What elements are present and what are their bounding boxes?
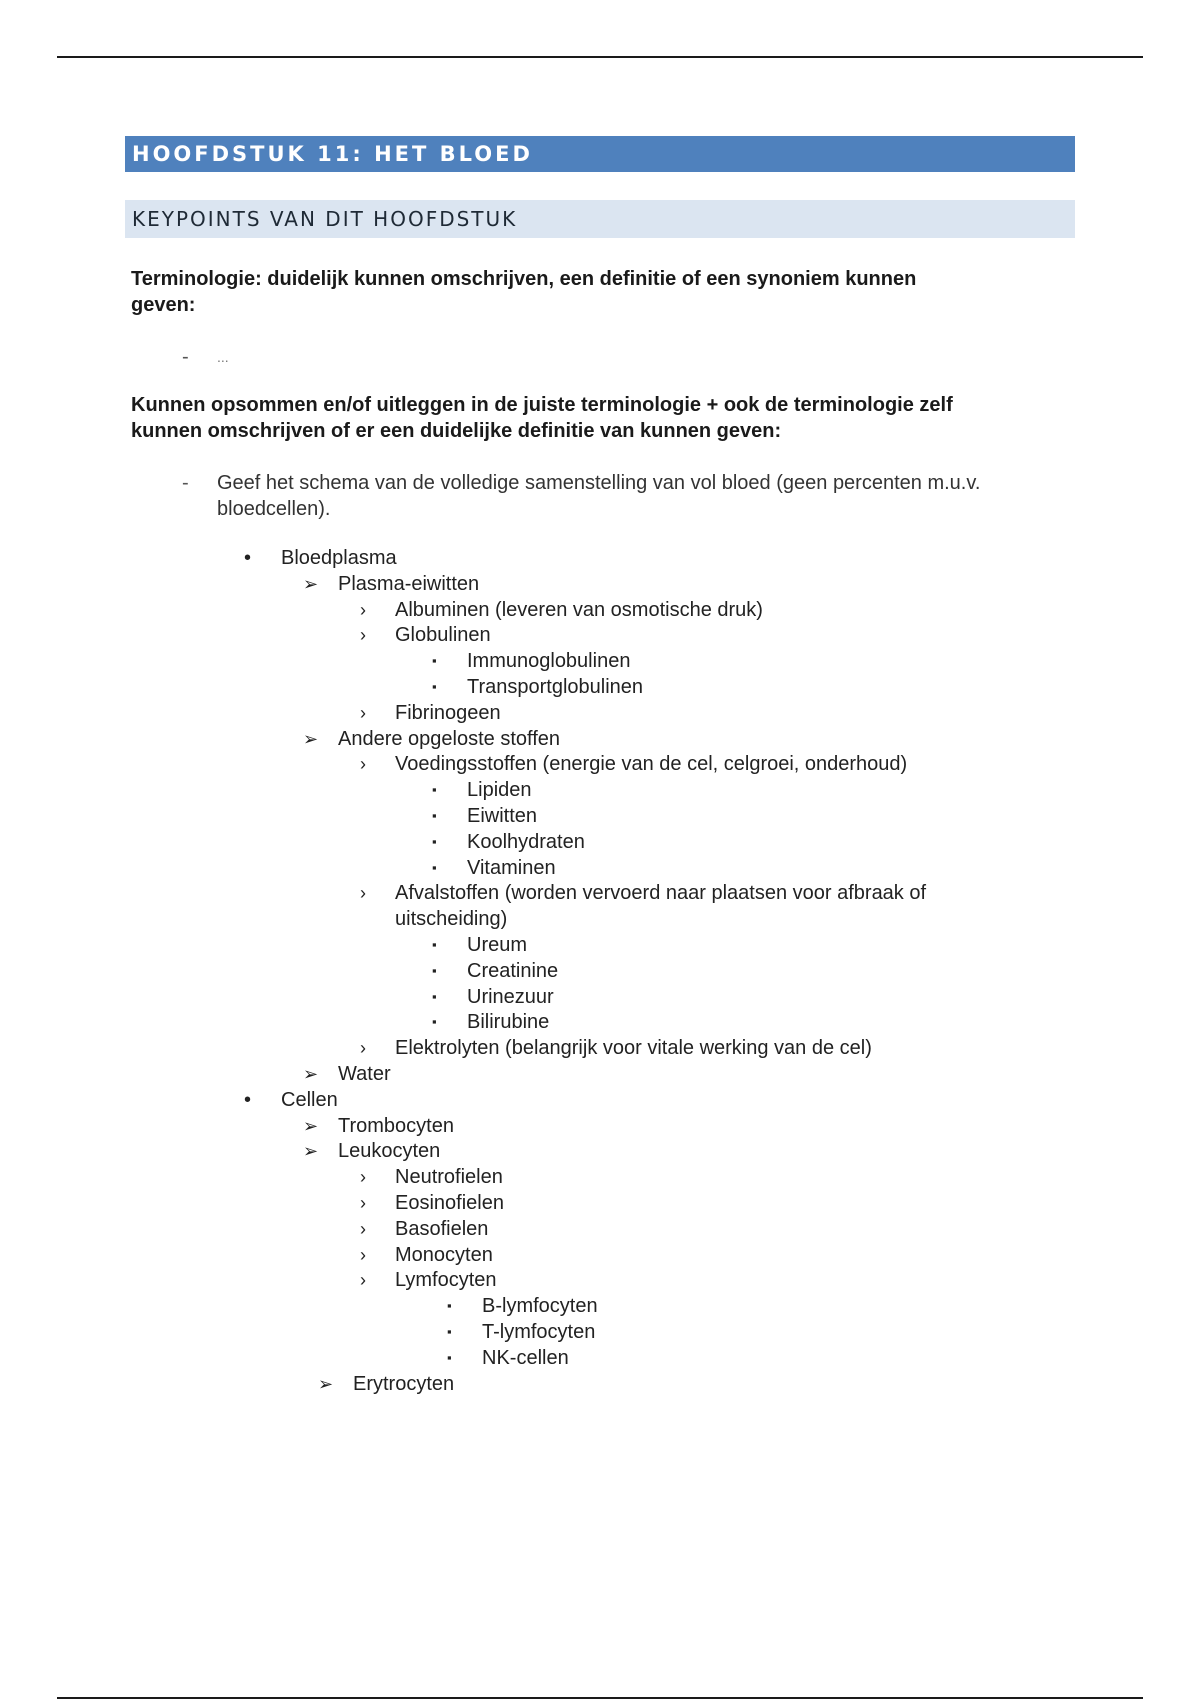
bullet-marker: ➢ <box>303 1064 319 1084</box>
question-text <box>217 470 1077 522</box>
bullet-marker: ➢ <box>303 1141 319 1162</box>
outline-item-text: Erytrocyten <box>353 1372 455 1395</box>
bullet-marker: › <box>360 1038 366 1059</box>
terminology-item-text: ... <box>217 349 229 365</box>
footer-rule <box>57 1697 1143 1699</box>
outline-item-text: uitscheiding) <box>395 908 508 931</box>
bullet-marker: ▪ <box>432 988 437 1004</box>
terminology-heading-line-2: geven: <box>131 294 196 316</box>
outline-item-text: Monocyten <box>395 1243 493 1266</box>
outline-item-text: Eiwitten <box>467 805 538 827</box>
enumerate-heading-line-2: kunnen omschrijven of er een duidelijke definitie van kunnen geven: <box>131 420 782 442</box>
bullet-marker: ▪ <box>447 1298 452 1314</box>
bullet-marker: ▪ <box>432 679 437 694</box>
bullet-marker: › <box>360 702 366 723</box>
bullet-marker: ▪ <box>432 937 437 952</box>
question-line-1: Geef het schema van de volledige samenstelling van vol bloed (geen percenten m.u.v. <box>217 472 981 494</box>
outline-item-text: Plasma-eiwitten <box>338 572 480 595</box>
outline-item-text: Ureum <box>467 934 528 956</box>
bullet-marker: ▪ <box>447 1349 452 1365</box>
bullet-marker: ▪ <box>432 1014 437 1030</box>
bullet-marker: › <box>360 1218 366 1239</box>
outline-item-text: Koolhydraten <box>467 830 585 853</box>
section-title: KEYPOINTS VAN DIT HOOFDSTUK <box>125 200 1075 238</box>
bullet-marker: › <box>360 754 366 775</box>
outline-item-text: Andere opgeloste stoffen <box>338 727 561 750</box>
bullet-marker: ▪ <box>432 859 437 875</box>
outline-item-text: B-lymfocyten <box>482 1295 598 1318</box>
outline-item-text: Water <box>338 1063 391 1085</box>
bullet-marker: ▪ <box>432 962 437 978</box>
outline-item-text: Afvalstoffen (worden vervoerd naar plaatsen voor afbraak of <box>395 882 927 905</box>
dash-marker: - <box>182 472 189 494</box>
bullet-marker: ▪ <box>432 808 437 823</box>
outline-item-text: Leukocyten <box>338 1140 441 1163</box>
outline-item-text: Vitaminen <box>467 856 556 879</box>
terminology-heading-line-1: Terminologie: duidelijk kunnen omschrijven, een definitie of een synoniem kunnen <box>131 268 917 290</box>
bullet-marker: › <box>360 599 366 620</box>
outline-item-text: Cellen <box>281 1088 338 1111</box>
bullet-marker: › <box>360 1270 366 1291</box>
bullet-marker: ➢ <box>303 573 319 594</box>
outline-item-text: Bloedplasma <box>281 547 397 569</box>
bullet-marker: ▪ <box>432 782 437 798</box>
outline-item-text: NK-cellen <box>482 1346 569 1369</box>
enumerate-heading <box>131 392 1071 444</box>
bullet-marker: ▪ <box>447 1324 452 1339</box>
bullet-marker: ➢ <box>303 1115 319 1136</box>
header-rule <box>57 56 1143 58</box>
outline-item-text: Trombocyten <box>338 1114 454 1137</box>
outline-item-text: Lipiden <box>467 779 532 802</box>
outline-item-text: Bilirubine <box>467 1011 550 1034</box>
outline-item-text: Fibrinogeen <box>395 701 501 724</box>
outline-item-text: Globulinen <box>395 624 491 647</box>
outline-item-text: Creatinine <box>467 959 559 982</box>
outline-item-text: Neutrofielen <box>395 1166 503 1189</box>
outline-item-text: Basofielen <box>395 1217 489 1240</box>
dash-marker: - <box>182 346 189 368</box>
enumerate-heading-line-1: Kunnen opsommen en/of uitleggen in de juiste terminologie + ook de terminologie zelf <box>131 394 953 416</box>
question-line-2: bloedcellen). <box>217 498 331 520</box>
outline-item-text: Transportglobulinen <box>467 676 644 698</box>
terminology-heading <box>131 266 1071 318</box>
bullet-marker: › <box>360 1193 366 1213</box>
bullet-marker: › <box>360 625 366 646</box>
bullet-marker: ▪ <box>432 833 437 849</box>
outline-item-text: T-lymfocyten <box>482 1321 596 1343</box>
bullet-marker: • <box>244 1088 252 1111</box>
outline-item-text: Immunoglobulinen <box>467 650 631 673</box>
outline-item-text: Voedingsstoffen (energie van de cel, celgroei, onderhoud) <box>395 753 908 776</box>
outline-item-text: Eosinofielen <box>395 1192 504 1214</box>
bullet-marker: › <box>360 883 366 904</box>
bullet-marker: • <box>244 547 252 569</box>
chapter-title: HOOFDSTUK 11: HET BLOED <box>125 136 1075 172</box>
bullet-marker: ➢ <box>318 1373 334 1394</box>
outline-item-text: Lymfocyten <box>395 1269 497 1292</box>
outline-item-text: Urinezuur <box>467 985 554 1008</box>
outline-item-text: Albuminen (leveren van osmotische druk) <box>395 598 763 621</box>
bullet-marker: ▪ <box>432 653 437 669</box>
bullet-marker: ➢ <box>303 728 319 749</box>
outline-item-text: Elektrolyten (belangrijk voor vitale werking van de cel) <box>395 1037 872 1060</box>
bullet-marker: › <box>360 1167 366 1188</box>
bullet-marker: › <box>360 1244 366 1265</box>
